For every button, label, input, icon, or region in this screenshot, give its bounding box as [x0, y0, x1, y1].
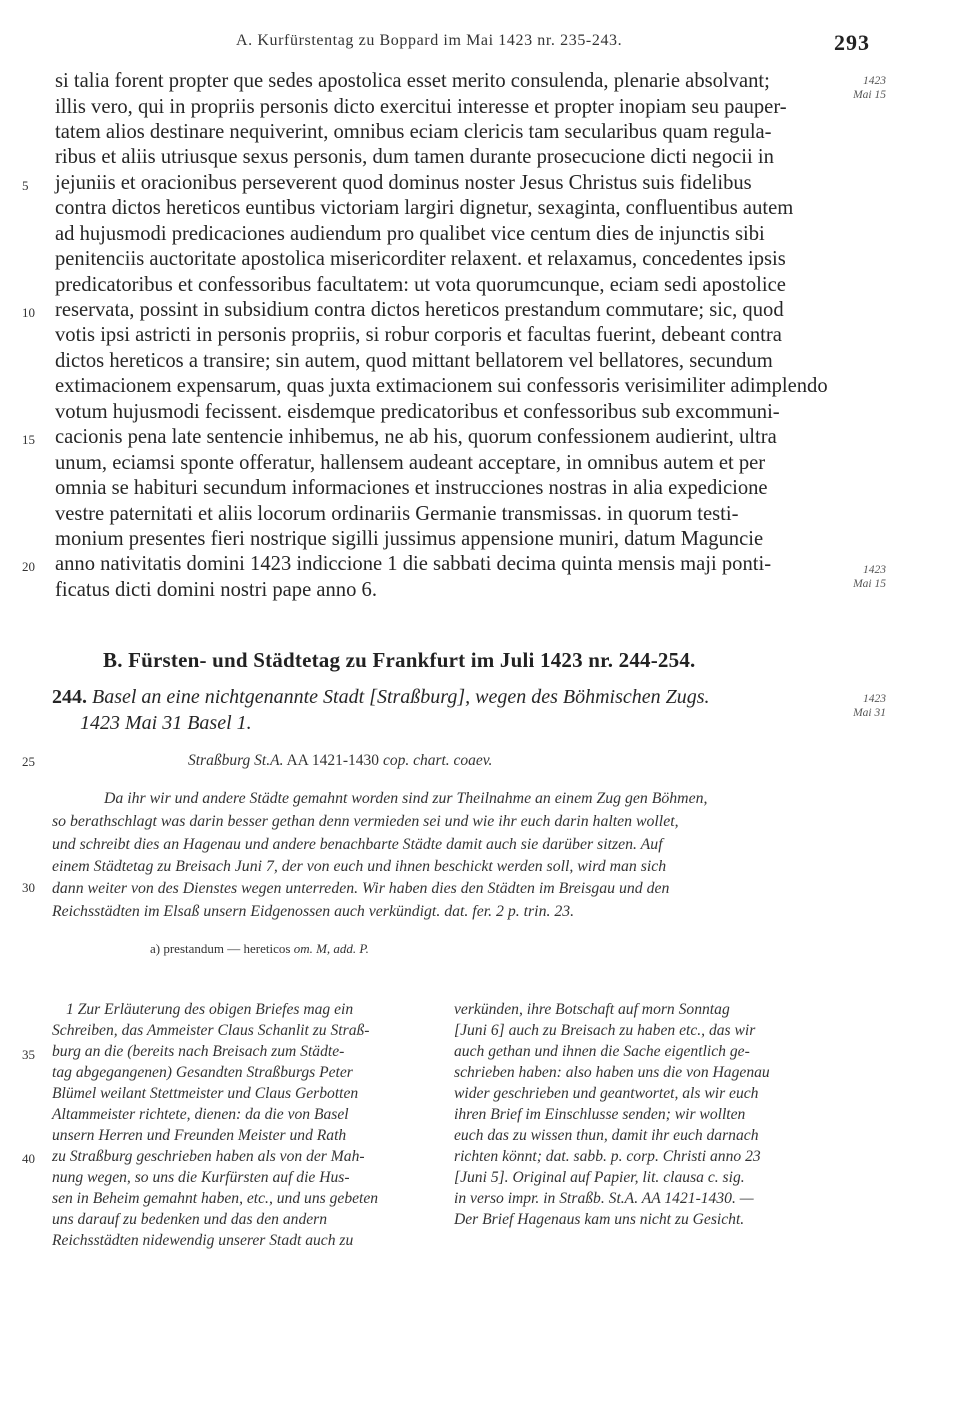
body-line: dictos hereticos a transire; sin autem, quod mittant bellatorem vel bellatores, secundum [55, 350, 773, 372]
footnote-line: [Juni 6] auch zu Breisach zu haben etc., das wir [454, 1022, 756, 1039]
line-number: 25 [22, 754, 35, 769]
footnote-line: zu Straßburg geschrieben haben als von der Mah- [52, 1148, 365, 1165]
margin-date-doc [838, 692, 886, 720]
footnote-line: ihren Brief im Einschlusse senden; wir wollten [454, 1106, 746, 1123]
footnote-line: schrieben haben: also haben uns die von Hagenau [454, 1064, 770, 1081]
variant-sigla: om. M, add. P. [293, 941, 369, 956]
page-number: 293 [834, 30, 870, 55]
line-number: 10 [22, 305, 35, 320]
body-line: unum, eciamsi sponte offeratur, hallensem audeant acceptare, in omnibus autem et per [55, 452, 766, 474]
line-number: 30 [22, 880, 35, 895]
footnote-line: euch das zu wissen thun, damit ihr euch darnach [454, 1127, 759, 1144]
footnote-line: uns darauf zu bedenken und das den andern [52, 1211, 328, 1228]
body-line: contra dictos hereticos euntibus victoriam largiri dignetur, sexaginta, confluentibus autem [55, 197, 794, 219]
margin-day: Mai 15 [853, 578, 886, 590]
body-line: illis vero, qui in propriis personis dicto exercitui interesse et propter inopiam seu pauper- [55, 96, 787, 118]
body-line: reservata, possint in subsidium contra dictos hereticos prestandum commutare; sic, quod [55, 299, 784, 321]
footnote-line: unsern Herren und Freunden Meister und Rath [52, 1127, 347, 1144]
line-number: 35 [22, 1047, 35, 1062]
source-note: cop. chart. coaev. [382, 752, 493, 769]
summary-line: einem Städtetag zu Breisach Juni 7, der von euch und ihnen beschickt werden soll, wird man sich [52, 858, 667, 875]
regest-number: 244. [52, 686, 87, 708]
footnote-line: Reichsstädten nidewendig unserer Stadt auch zu [52, 1232, 354, 1249]
summary-line: dann weiter von des Dienstes wegen unterreden. Wir haben dies den Städten im Breisgau und den [52, 880, 670, 897]
footnote-line: nung wegen, so uns die Kurfürsten auf die Hus- [52, 1169, 350, 1186]
footnote-line: burg an die (bereits nach Breisach zum Städte- [52, 1043, 345, 1060]
margin-date-top [838, 74, 886, 102]
line-number: 40 [22, 1151, 35, 1166]
margin-year: 1423 [863, 564, 886, 576]
page-header [52, 32, 870, 56]
footnote-line: Altammeister richtete, dienen: da die von Basel [52, 1106, 349, 1123]
summary-line: und schreibt dies an Hagenau und andere benachbarte Städte damit auch sie darüber sitzen. Auf [52, 836, 663, 853]
body-line: cacionis pena late sentencie inhibemus, ne ab his, quorum confessionem audierint, ultra [55, 426, 777, 448]
footnote-line: sen in Beheim gemahnt haben, etc., und uns gebeten [52, 1190, 379, 1207]
line-number: 20 [22, 559, 35, 574]
body-line: extimacionem expensarum, quas juxta extimacionem sui confessoris verisimiliter adimplendo [55, 375, 828, 397]
source-signature: AA 1421-1430 [286, 752, 380, 769]
margin-day: Mai 15 [853, 89, 886, 101]
margin-year: 1423 [863, 693, 886, 705]
line-number: 15 [22, 432, 35, 447]
footnote-line: auch gethan und ihnen die Sache eigentlich ge- [454, 1043, 750, 1060]
body-line: omnia se habituri secundum informaciones et instrucciones nostras in alia expedicione [55, 477, 768, 499]
footnote-line: [Juni 5]. Original auf Papier, lit. clausa c. sig. [454, 1169, 745, 1186]
regest-heading [52, 686, 710, 709]
section-title: B. Fürsten- und Städtetag zu Frankfurt im Juli 1423 nr. 244-254. [103, 648, 696, 672]
footnote-line: Blümel weilant Stettmeister und Claus Gerbotten [52, 1085, 359, 1102]
body-line: jejuniis et oracionibus perseverent quod dominus noster Jesus Christus suis fidelibus [55, 172, 752, 194]
margin-year: 1423 [863, 75, 886, 87]
summary-line: Reichsstädten im Elsaß unsern Eidgenossen auch verkündigt. dat. fer. 2 p. trin. 23. [52, 903, 575, 920]
body-line: ribus et aliis utriusque sexus personis, dum tamen durante prosecucione dicti negocii in [55, 146, 774, 168]
regest-title: Basel an eine nichtgenannte Stadt [Straßburg], wegen des Böhmischen Zugs. [92, 686, 710, 708]
footnote-line: richten könnt; dat. sabb. p. corp. Christi anno 23 [454, 1148, 761, 1165]
source-line [188, 752, 492, 770]
summary-line: so berathschlagt was darin besser gethan denn vermieden sei und wie ihr euch darin halten wollet, [52, 813, 679, 830]
footnote-line: Der Brief Hagenaus kam uns nicht zu Gesicht. [454, 1211, 745, 1228]
variant-text: a) prestandum — hereticos [150, 941, 291, 956]
line-number: 5 [22, 178, 29, 193]
body-line: votis ipsi astricti in personis propriis, si robur corporis et facultas fuerint, debeant contra [55, 324, 782, 346]
margin-date-end [838, 563, 886, 591]
margin-day: Mai 31 [853, 707, 886, 719]
footnote-line: tag abgegangenen) Gesandten Straßburgs Peter [52, 1064, 353, 1081]
variant-note [150, 941, 369, 957]
footnote-line: Schreiben, das Ammeister Claus Schanlit zu Straß- [52, 1022, 370, 1039]
body-line: ficatus dicti domini nostri pape anno 6. [55, 579, 377, 601]
footnote-line: wider geschrieben und geantwortet, als wir euch [454, 1085, 759, 1102]
body-line: predicatoribus et confessoribus facultatem: ut vota quorumcunque, eciam sedi apostolice [55, 274, 786, 296]
body-line: vestre paternitati et aliis locorum ordinariis Germanie transmissas. in quorum testi- [55, 503, 739, 525]
body-line: penitenciis auctoritate apostolica misericorditer relaxent. et relaxamus, concedentes ipsis [55, 248, 786, 270]
body-line: ad hujusmodi predicaciones audiendum pro qualibet vice centum dies de injunctis sibi [55, 223, 765, 245]
footnote-line: 1 Zur Erläuterung des obigen Briefes mag ein [66, 1001, 354, 1018]
body-line: anno nativitatis domini 1423 indiccione 1 die sabbati decima quinta mensis maji ponti- [55, 553, 772, 575]
running-title: A. Kurfürstentag zu Boppard im Mai 1423 nr. 235-243. [236, 32, 623, 49]
body-line: tatem alios destinare nequiverint, omnibus eciam clericis tam secularibus quam regula- [55, 121, 772, 143]
footnote-line: verkünden, ihre Botschaft auf morn Sonntag [454, 1001, 730, 1018]
source-place: Straßburg St.A. [188, 752, 284, 769]
regest-date: 1423 Mai 31 Basel 1. [80, 712, 252, 734]
body-line: si talia forent propter que sedes apostolica esset merito consulenda, plenarie absolvant; [55, 70, 770, 92]
body-line: monium presentes fieri nostrique sigilli jussimus appensione muniri, datum Maguncie [55, 528, 764, 550]
body-line: votum hujusmodi fecissent. eisdemque predicatoribus et confessoribus sub excommuni- [55, 401, 780, 423]
footnote-line: in verso impr. in Straßb. St.A. AA 1421-1430. — [454, 1190, 754, 1207]
summary-line: Da ihr wir und andere Städte gemahnt worden sind zur Theilnahme an einem Zug gen Böhmen, [104, 790, 708, 807]
